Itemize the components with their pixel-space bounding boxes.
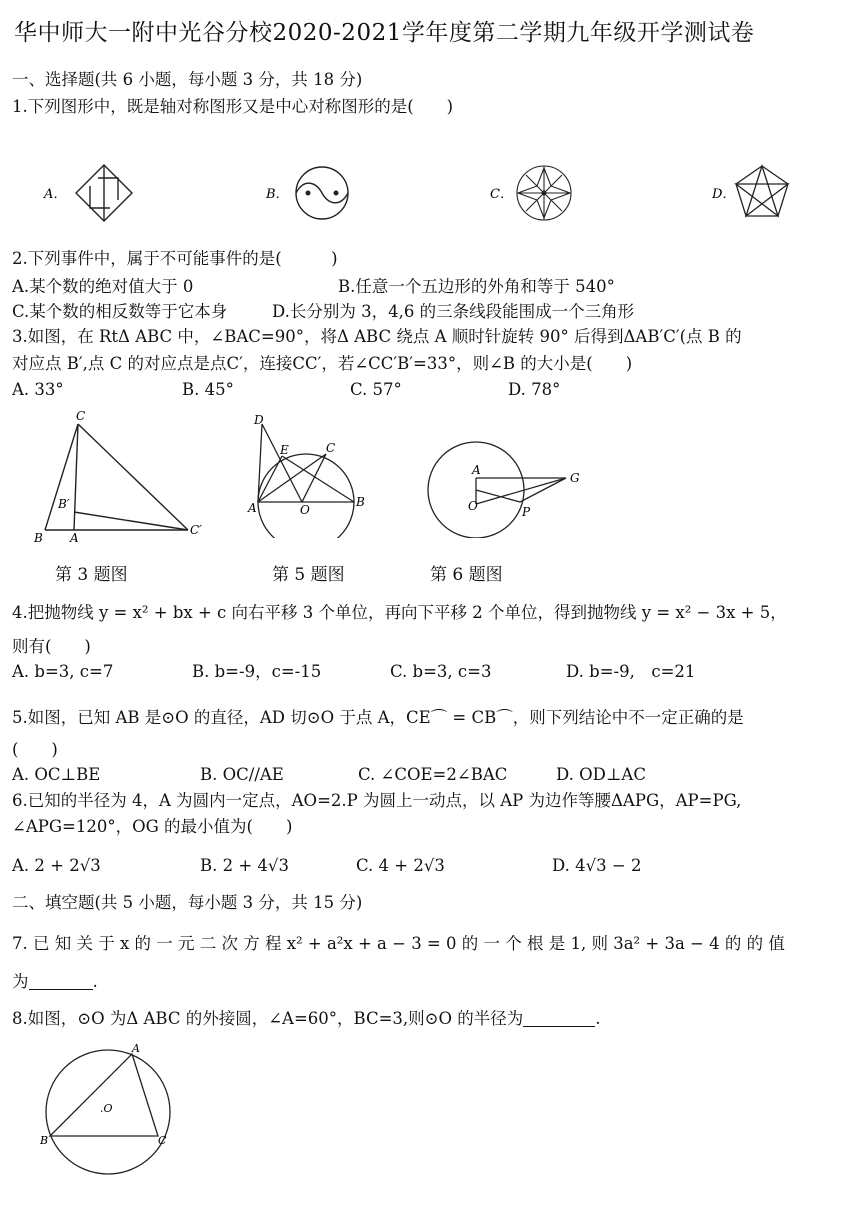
question-4-option-c: C. b=3, c=3 (390, 662, 492, 681)
q1-label-d: D． (712, 187, 736, 202)
figure-q3 (30, 408, 220, 552)
question-2-stem: 2.下列事件中，属于不可能事件的是( ) (12, 249, 338, 268)
question-5-option-d: D. OD⊥AC (556, 765, 646, 784)
question-7-line-2 (12, 972, 98, 992)
q8-label-o: .O (100, 1102, 113, 1115)
q5-label-b: B (356, 495, 365, 509)
option-d-pentagram-figure (736, 166, 788, 216)
question-8-suffix: . (595, 1009, 601, 1028)
question-5-option-a: A. OC⊥BE (12, 765, 101, 784)
question-2-option-c: C.某个数的相反数等于它本身 (12, 302, 228, 321)
option-b-yinyang-figure (296, 167, 348, 219)
question-6-line-2: ∠APG=120°，OG 的最小值为( ) (12, 817, 293, 836)
figure-q5-svg (242, 408, 392, 538)
caption-figure-3: 第 3 题图 (55, 565, 128, 585)
question-5-line-2: ( ) (12, 740, 58, 759)
question-7-suffix: . (92, 972, 98, 991)
caption-figure-6: 第 6 题图 (430, 565, 503, 585)
figure-q6 (420, 418, 600, 542)
question-3-option-c: C. 57° (350, 380, 402, 399)
question-3-option-d: D. 78° (508, 380, 561, 399)
caption-figure-5: 第 5 题图 (272, 565, 345, 585)
question-4-line-2: 则有( ) (12, 637, 91, 656)
q1-options (40, 160, 840, 230)
q6-label-o: O (468, 499, 478, 513)
question-6-option-d: D. 4√3 − 2 (552, 856, 642, 875)
question-5-option-b: B. OC//AE (200, 765, 284, 784)
q5-label-o: O (300, 503, 310, 517)
figure-q6-svg (420, 418, 600, 538)
q3-triangles (45, 424, 188, 530)
question-8-stem: 8.如图，⊙O 为Δ ABC 的外接圆，∠A=60°，BC=3,则⊙O 的半径为 (12, 1009, 524, 1028)
question-6-option-b: B. 2 + 4√3 (200, 856, 289, 875)
q3-label-b-prime: B′ (58, 497, 70, 511)
question-4-line-1: 4.把抛物线 y = x² + bx + c 向右平移 3 个单位，再向下平移 2 个单位，得到抛物线 y = x² − 3x + 5， (12, 603, 787, 622)
question-1-stem: 1.下列图形中，既是轴对称图形又是中心对称图形的是( ) (12, 97, 454, 116)
q6-circle-figure (428, 442, 566, 538)
q5-label-a: A (248, 501, 257, 515)
q3-label-a: A (70, 531, 79, 545)
question-7-answer-blank[interactable] (29, 973, 93, 990)
q3-label-b: B (34, 531, 43, 545)
question-5-option-c: C. ∠COE=2∠BAC (358, 765, 508, 784)
figure-q8-svg (36, 1040, 186, 1180)
figure-q5 (242, 408, 392, 542)
question-3-line-2: 对应点 B′,点 C 的对应点是点C′，连接CC′，若∠CC′B′=33°，则∠B 的大小是( ) (12, 354, 633, 373)
q3-label-c: C (76, 409, 86, 423)
question-7-prefix: 为 (12, 972, 29, 991)
q6-label-a: A (472, 463, 481, 477)
question-5-line-1: 5.如图，已知 AB 是⊙O 的直径，AD 切⊙O 于点 A，CE⌒ = CB⌒，则下列结论中不一定正确的是 (12, 708, 744, 727)
q8-label-c: C (158, 1134, 167, 1147)
q6-label-g: G (570, 471, 580, 485)
question-2-option-b: B.任意一个五边形的外角和等于 540° (338, 277, 615, 296)
question-8-line (12, 1009, 601, 1029)
question-6-option-a: A. 2 + 2√3 (12, 856, 101, 875)
q1-label-a: A． (44, 187, 67, 202)
exam-title: 华中师大一附中光谷分校2020-2021学年度第二学期九年级开学测试卷 (14, 20, 755, 46)
q1-label-b: B． (266, 187, 289, 202)
question-4-option-d: D. b=-9, c=21 (566, 662, 696, 681)
q5-circle-figure (258, 424, 354, 538)
q5-label-d: D (254, 413, 264, 427)
q8-label-a: A (132, 1042, 140, 1055)
question-4-option-a: A. b=3, c=7 (12, 662, 114, 681)
question-6-option-c: C. 4 + 2√3 (356, 856, 445, 875)
question-6-line-1: 6.已知的半径为 4，A 为圆内一定点，AO=2.P 为圆上一动点，以 AP 为边作等腰ΔAPG，AP=PG, (12, 791, 742, 810)
q6-label-p: P (522, 505, 531, 519)
option-a-square-figure (76, 165, 132, 221)
question-2-option-a: A.某个数的绝对值大于 0 (12, 277, 194, 296)
figure-q3-svg (30, 408, 220, 548)
q1-label-c: C． (490, 187, 513, 202)
section-2-heading: 二、填空题(共 5 小题，每小题 3 分，共 15 分) (12, 893, 363, 912)
q5-label-e: E (280, 443, 289, 457)
question-3-line-1: 3.如图，在 RtΔ ABC 中，∠BAC=90°，将Δ ABC 绕点 A 顺时针旋转 90° 后得到ΔAB′C′(点 B 的 (12, 327, 742, 346)
q8-label-b: B (40, 1134, 49, 1147)
q3-label-c-prime: C′ (190, 523, 202, 537)
question-7-line-1: 7. 已 知 关 于 x 的 一 元 二 次 方 程 x² + a²x + a − 3 = 0 的 一 个 根 是 1, 则 3a² + 3a − 4 的 的 值 (12, 934, 785, 953)
question-3-option-b: B. 45° (182, 380, 234, 399)
question-8-answer-blank[interactable] (523, 1010, 595, 1027)
q1-figures (40, 160, 840, 226)
option-c-star-figure (517, 166, 571, 220)
question-3-option-a: A. 33° (12, 380, 64, 399)
section-1-heading: 一、选择题(共 6 小题，每小题 3 分，共 18 分) (12, 70, 363, 89)
figure-q8 (36, 1040, 186, 1184)
question-4-option-b: B. b=-9，c=-15 (192, 662, 322, 681)
question-2-option-d: D.长分别为 3，4,6 的三条线段能围成一个三角形 (272, 302, 635, 321)
q5-label-c: C (326, 441, 336, 455)
